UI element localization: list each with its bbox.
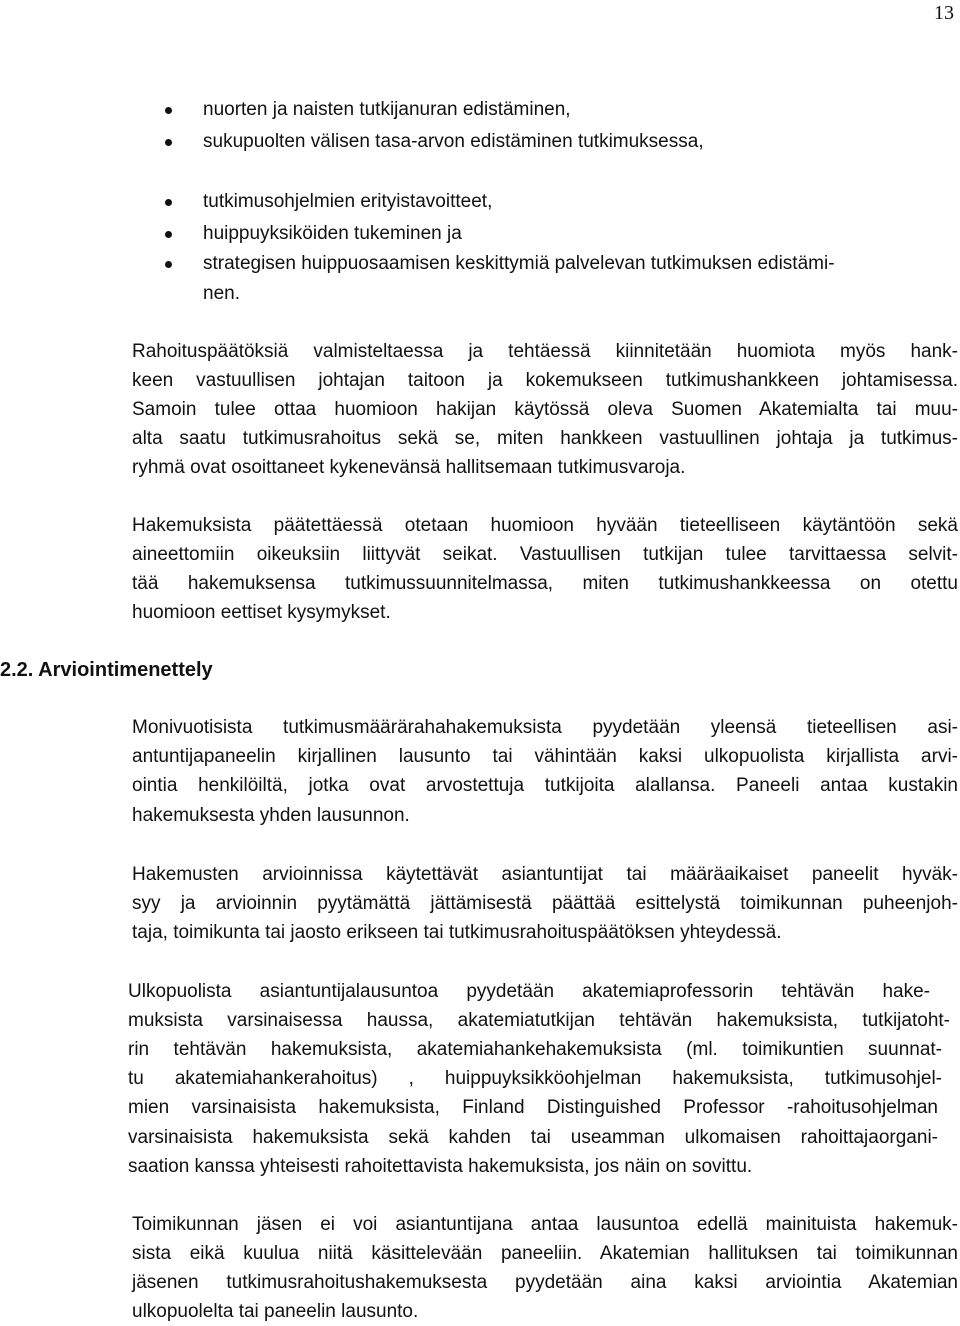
- text-line: huomioon eettiset kysymykset.: [132, 602, 391, 623]
- text-line: keen vastuullisen johtajan taitoon ja kokemukseen tutkimushankkeen johtamisessa.: [132, 370, 958, 391]
- text-line: hakemuksesta yhden lausunnon.: [132, 805, 410, 826]
- list-item-text: nen.: [203, 283, 240, 304]
- text-line: ulkopuolelta tai paneelin lausunto.: [132, 1301, 419, 1322]
- text-line: Rahoituspäätöksiä valmisteltaessa ja tehtäessä kiinnitetään huomiota myös hank-: [132, 341, 958, 362]
- list-item-text: huippuyksiköiden tukeminen ja: [203, 223, 462, 244]
- text-line: Monivuotisista tutkimusmäärärahahakemuksista pyydetään yleensä tieteellisen asi-: [132, 717, 958, 738]
- text-line: Hakemuksista päätettäessä otetaan huomioon hyvään tieteelliseen käytäntöön sekä: [132, 515, 958, 536]
- list-item-text: strategisen huippuosaamisen keskittymiä palvelevan tutkimuksen edistämi-: [203, 253, 835, 274]
- bullet-icon: [165, 199, 172, 206]
- list-item-text: nuorten ja naisten tutkijanuran edistäminen,: [203, 99, 571, 120]
- text-line: mien varsinaisista hakemuksista, Finland Distinguished Professor -rahoitusohjelman: [128, 1097, 938, 1118]
- bullet-icon: [165, 231, 172, 238]
- bullet-icon: [165, 139, 172, 146]
- text-line: Hakemusten arvioinnissa käytettävät asiantuntijat tai määräaikaiset paneelit hyväk-: [132, 864, 958, 885]
- text-line: syy ja arvioinnin pyytämättä jättämisestä päättää esittelystä toimikunnan puheenjoh-: [132, 893, 958, 914]
- text-line: rin tehtävän hakemuksista, akatemiahankehakemuksista (ml. toimikuntien suunnat-: [128, 1039, 942, 1060]
- text-line: sista eikä kuulua niitä käsittelevään paneeliin. Akatemian hallituksen tai toimikunnan: [132, 1243, 958, 1264]
- text-line: Ulkopuolista asiantuntijalausuntoa pyydetään akatemiaprofessorin tehtävän hake-: [128, 981, 930, 1002]
- section-heading: 2.2. Arviointimenettely: [0, 659, 213, 681]
- text-line: aineettomiin oikeuksiin liittyvät seikat. Vastuullisen tutkijan tulee tarvittaessa selvit-: [132, 544, 958, 565]
- text-line: tää hakemuksensa tutkimussuunnitelmassa, miten tutkimushankkeessa on otettu: [132, 573, 958, 594]
- text-line: varsinaisista hakemuksista sekä kahden tai useamman ulkomaisen rahoittajaorgani-: [128, 1127, 938, 1148]
- text-line: taja, toimikunta tai jaosto erikseen tai tutkimusrahoituspäätöksen yhteydessä.: [132, 922, 782, 943]
- text-line: alta saatu tutkimusrahoitus sekä se, miten hankkeen vastuullinen johtaja ja tutkimus-: [132, 428, 958, 449]
- text-line: jäsenen tutkimusrahoitushakemuksesta pyydetään aina kaksi arviointia Akatemian: [132, 1272, 958, 1293]
- list-item-text: tutkimusohjelmien erityistavoitteet,: [203, 191, 493, 212]
- text-line: ryhmä ovat osoittaneet kykenevänsä hallitsemaan tutkimusvaroja.: [132, 457, 686, 478]
- text-line: Toimikunnan jäsen ei voi asiantuntijana antaa lausuntoa edellä mainituista hakemuk-: [132, 1214, 958, 1235]
- text-line: tu akatemiahankerahoitus) , huippuyksikköohjelman hakemuksista, tutkimusohjel-: [128, 1068, 942, 1089]
- text-line: Samoin tulee ottaa huomioon hakijan käytössä oleva Suomen Akatemialta tai muu-: [132, 399, 958, 420]
- list-item-text: sukupuolten välisen tasa-arvon edistäminen tutkimuksessa,: [203, 131, 704, 152]
- page-number: 13: [934, 2, 954, 24]
- text-line: antuntijapaneelin kirjallinen lausunto tai vähintään kaksi ulkopuolista kirjallista arvi-: [132, 746, 958, 767]
- text-line: muksista varsinaisessa haussa, akatemiatutkijan tehtävän hakemuksista, tutkijatoht-: [128, 1010, 950, 1031]
- text-line: ointia henkilöiltä, jotka ovat arvostettuja tutkijoita alallansa. Paneeli antaa kustakin: [132, 775, 958, 796]
- bullet-icon: [165, 107, 172, 114]
- text-line: saation kanssa yhteisesti rahoitettavista hakemuksista, jos näin on sovittu.: [128, 1156, 753, 1177]
- bullet-icon: [165, 261, 172, 268]
